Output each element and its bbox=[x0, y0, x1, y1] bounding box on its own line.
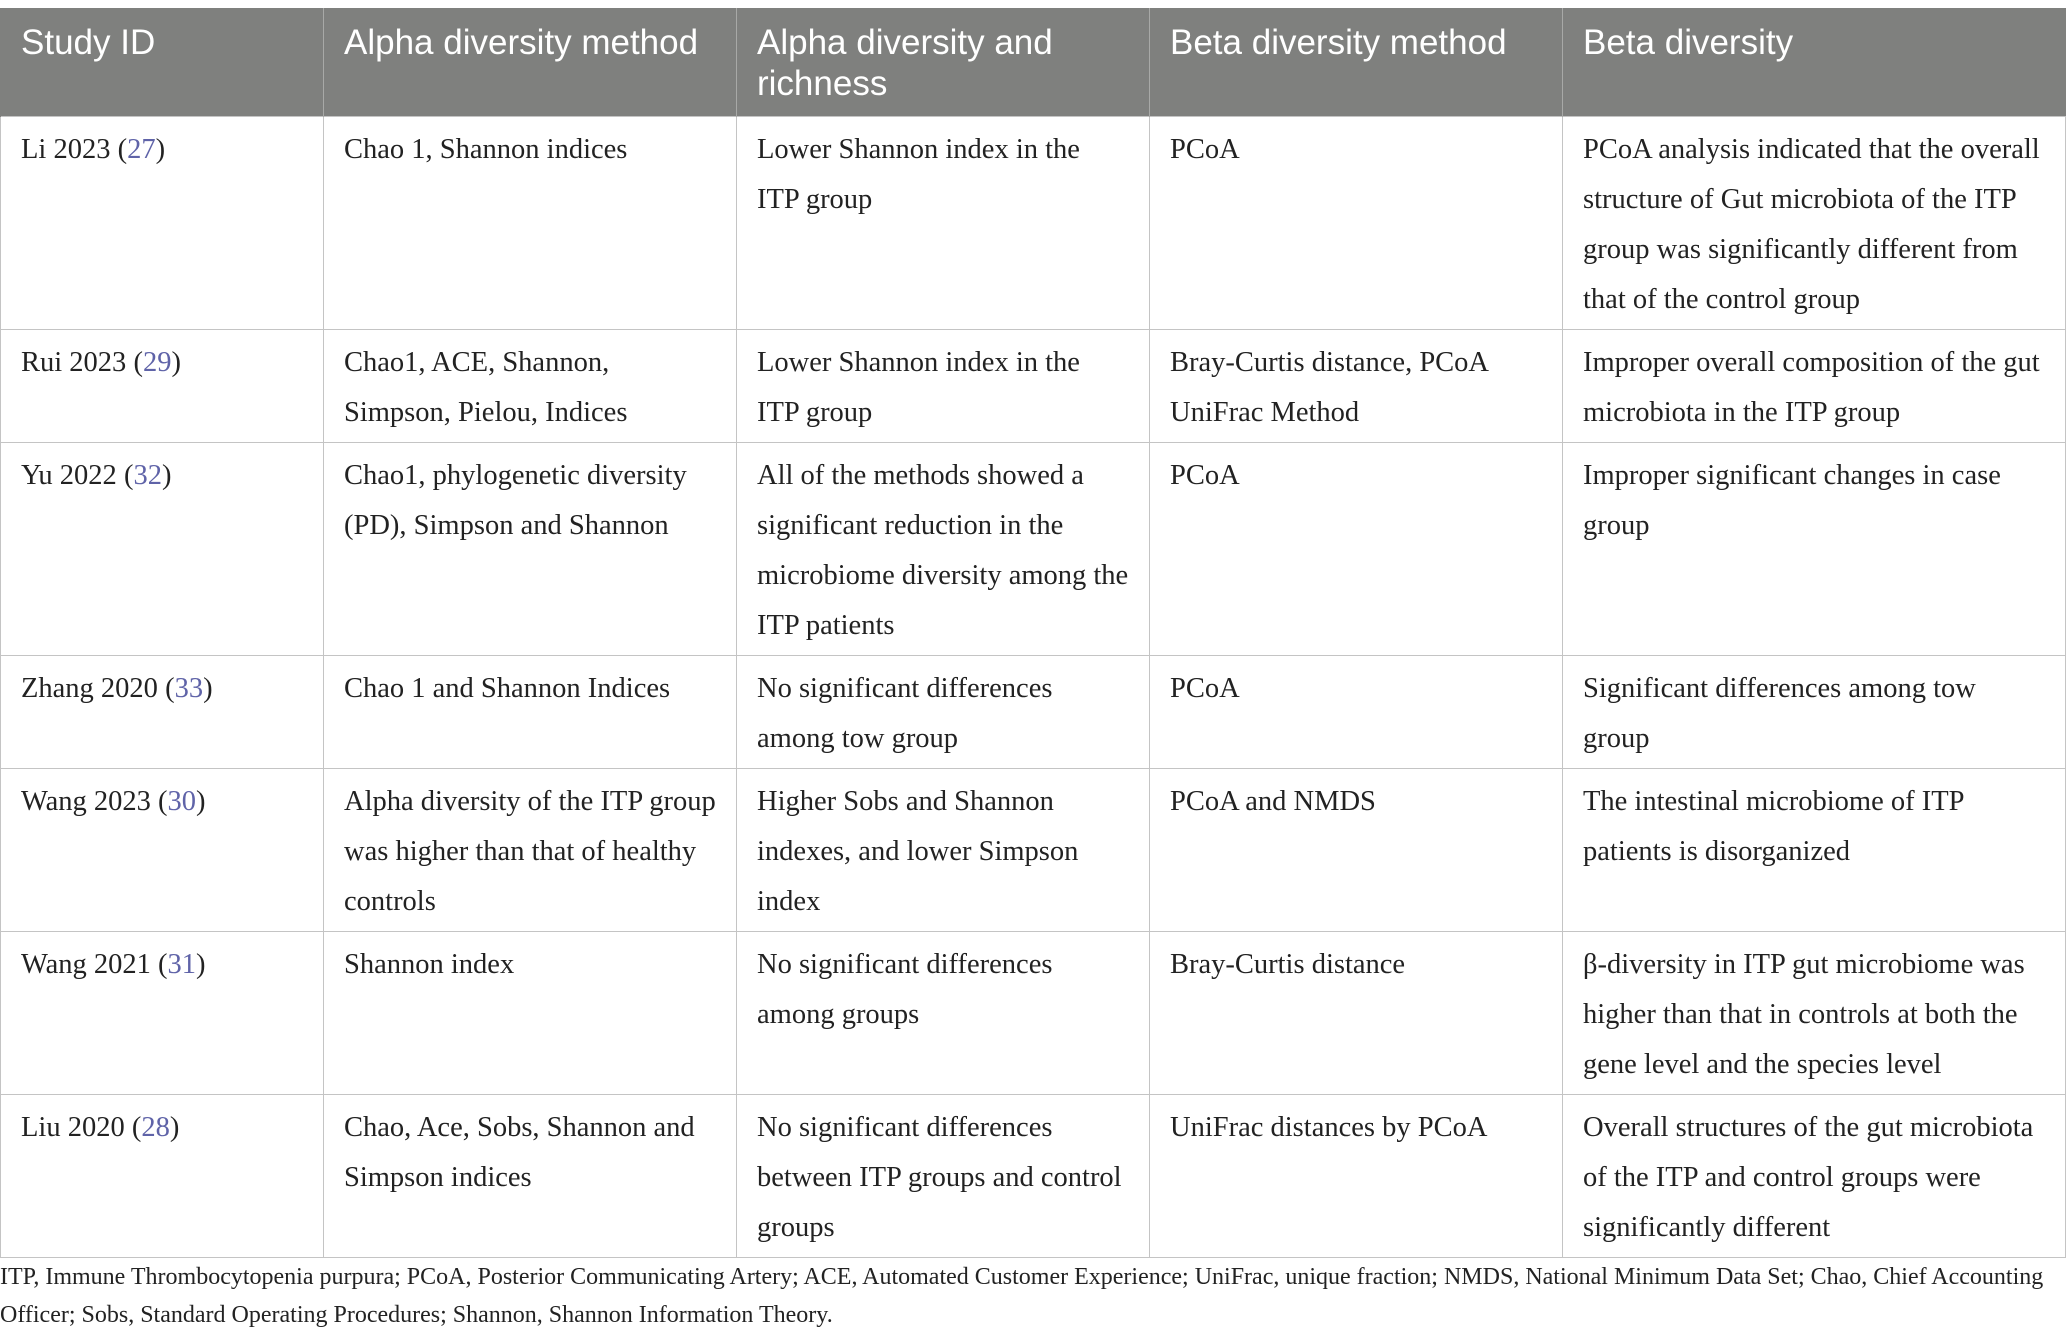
cell-alpha-result: Lower Shannon index in the ITP group bbox=[737, 117, 1150, 330]
cell-study-id: Wang 2021 (31) bbox=[1, 932, 324, 1095]
cell-beta-result: Overall structures of the gut microbiota of the ITP and control groups were significantly different bbox=[1563, 1095, 2066, 1258]
table-row bbox=[1, 769, 2066, 932]
cell-alpha-method: Chao 1 and Shannon Indices bbox=[324, 656, 737, 769]
cell-beta-method: PCoA bbox=[1150, 117, 1563, 330]
study-name: Wang 2021 bbox=[21, 949, 151, 980]
cell-beta-method: PCoA and NMDS bbox=[1150, 769, 1563, 932]
cell-alpha-method: Chao 1, Shannon indices bbox=[324, 117, 737, 330]
reference-link[interactable]: 30 bbox=[167, 786, 197, 817]
study-name: Wang 2023 bbox=[21, 786, 151, 817]
header-beta-diversity: Beta diversity bbox=[1563, 8, 2066, 117]
cell-study-id: Rui 2023 (29) bbox=[1, 330, 324, 443]
cell-beta-method: Bray-Curtis distance, PCoA UniFrac Method bbox=[1150, 330, 1563, 443]
cell-study-id: Zhang 2020 (33) bbox=[1, 656, 324, 769]
header-alpha-richness: Alpha diversity and richness bbox=[737, 8, 1150, 117]
cell-beta-method: Bray-Curtis distance bbox=[1150, 932, 1563, 1095]
cell-alpha-method: Shannon index bbox=[324, 932, 737, 1095]
study-name: Liu 2020 bbox=[21, 1112, 125, 1143]
cell-beta-method: PCoA bbox=[1150, 656, 1563, 769]
table-header bbox=[1, 8, 2066, 117]
table-row bbox=[1, 932, 2066, 1095]
cell-alpha-result: Lower Shannon index in the ITP group bbox=[737, 330, 1150, 443]
table-row bbox=[1, 443, 2066, 656]
cell-beta-method: UniFrac distances by PCoA bbox=[1150, 1095, 1563, 1258]
data-table-container bbox=[0, 8, 2067, 1258]
cell-alpha-method: Chao1, phylogenetic diversity (PD), Simpson and Shannon bbox=[324, 443, 737, 656]
table-body bbox=[1, 117, 2066, 1258]
cell-alpha-method: Alpha diversity of the ITP group was higher than that of healthy controls bbox=[324, 769, 737, 932]
cell-beta-result: Improper significant changes in case group bbox=[1563, 443, 2066, 656]
reference-link[interactable]: 27 bbox=[127, 134, 156, 165]
header-study-id: Study ID bbox=[1, 8, 324, 117]
cell-study-id: Liu 2020 (28) bbox=[1, 1095, 324, 1258]
cell-beta-result: Improper overall composition of the gut microbiota in the ITP group bbox=[1563, 330, 2066, 443]
reference-link[interactable]: 31 bbox=[167, 949, 197, 980]
cell-alpha-method: Chao1, ACE, Shannon, Simpson, Pielou, Indices bbox=[324, 330, 737, 443]
study-name: Zhang 2020 bbox=[21, 673, 158, 704]
reference-link[interactable]: 29 bbox=[142, 347, 172, 378]
header-alpha-method: Alpha diversity method bbox=[324, 8, 737, 117]
cell-beta-result: Significant differences among tow group bbox=[1563, 656, 2066, 769]
table-row bbox=[1, 1095, 2066, 1258]
cell-study-id: Wang 2023 (30) bbox=[1, 769, 324, 932]
reference-link[interactable]: 28 bbox=[141, 1112, 170, 1143]
cell-beta-method: PCoA bbox=[1150, 443, 1563, 656]
study-name: Li 2023 bbox=[21, 134, 111, 165]
cell-alpha-method: Chao, Ace, Sobs, Shannon and Simpson indices bbox=[324, 1095, 737, 1258]
cell-study-id: Yu 2022 (32) bbox=[1, 443, 324, 656]
cell-beta-result: β-diversity in ITP gut microbiome was higher than that in controls at both the gene level and the species level bbox=[1563, 932, 2066, 1095]
cell-beta-result: The intestinal microbiome of ITP patients is disorganized bbox=[1563, 769, 2066, 932]
study-name: Rui 2023 bbox=[21, 347, 127, 378]
reference-link[interactable]: 32 bbox=[133, 460, 162, 491]
table-row bbox=[1, 330, 2066, 443]
cell-alpha-result: No significant differences among groups bbox=[737, 932, 1150, 1095]
cell-alpha-result: No significant differences among tow group bbox=[737, 656, 1150, 769]
study-name: Yu 2022 bbox=[21, 460, 117, 491]
cell-alpha-result: All of the methods showed a significant reduction in the microbiome diversity among the ITP patients bbox=[737, 443, 1150, 656]
table-row bbox=[1, 117, 2066, 330]
header-beta-method: Beta diversity method bbox=[1150, 8, 1563, 117]
table-row bbox=[1, 656, 2066, 769]
diversity-table bbox=[0, 8, 2066, 1258]
header-row bbox=[1, 8, 2066, 117]
cell-study-id: Li 2023 (27) bbox=[1, 117, 324, 330]
cell-alpha-result: Higher Sobs and Shannon indexes, and lower Simpson index bbox=[737, 769, 1150, 932]
reference-link[interactable]: 33 bbox=[174, 673, 204, 704]
cell-beta-result: PCoA analysis indicated that the overall structure of Gut microbiota of the ITP group was significantly different from that of the control group bbox=[1563, 117, 2066, 330]
cell-alpha-result: No significant differences between ITP groups and control groups bbox=[737, 1095, 1150, 1258]
table-footnote: ITP, Immune Thrombocytopenia purpura; PCoA, Posterior Communicating Artery; ACE, Automated Customer Experience; UniFrac, unique fraction; NMDS, National Minimum Data Set; Chao, Chief Accounting Officer; Sobs, Standard Operating Procedures; Shannon, Shannon Information Theory. bbox=[0, 1264, 2044, 1328]
